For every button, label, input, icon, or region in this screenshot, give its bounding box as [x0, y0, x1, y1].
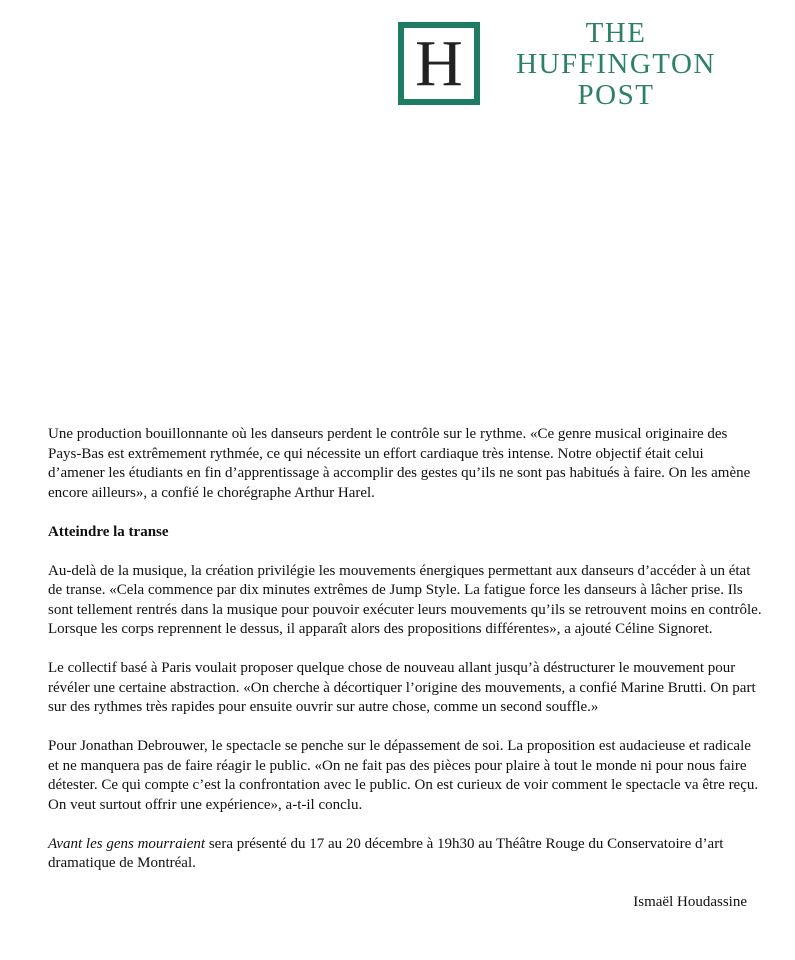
logo-line-post: POST [577, 79, 655, 111]
article-paragraph-1: Une production bouillonnante où les danseurs perdent le contrôle sur le rythme. «Ce genre musical originaire des Pays-Bas est extrêmement rythmée, ce qui nécessite un effort cardiaque très intense. Notre objectif était celui d’amener les étudiants en fin d’apprentissage à accomplir des gestes qu’ils ne sont pas habitués à faire. On les amène encore ailleurs», a confié le chorégraphe Arthur Harel. [48, 426, 751, 501]
article-paragraph-3: Le collectif basé à Paris voulait proposer quelque chose de nouveau allant jusqu’à déstructurer le mouvement pour révéler une certaine abstraction. «On cherche à décortiquer l’origine des mouvements, a confié Marine Brutti. On part sur des rythmes très rapides pour ensuite ouvrir sur autre chose, comme un second souffle.» [48, 660, 756, 715]
article-paragraph-5-text: sera présenté du 17 au 20 décembre à 19h30 au Théâtre Rouge du Conservatoire d’art dramatique de Montréal. [48, 835, 724, 871]
article-paragraph-5 [48, 835, 763, 874]
logo-line-the: THE [585, 17, 647, 49]
huffington-post-logo [398, 17, 743, 114]
article-paragraph-4: Pour Jonathan Debrouwer, le spectacle se penche sur le dépassement de soi. La proposition est audacieuse et radicale et ne manquera pas de faire réagir le public. «On ne fait pas des pièces pour plaire à tout le monde ni pour nous faire détester. Ce qui compte c’est la confrontation avec le public. On est curieux de voir comment le spectacle va être reçu. On veut surtout offrir une expérience», a-t-il conclu. [48, 738, 759, 813]
logo-wordmark [491, 18, 741, 111]
article-subheading: Atteindre la transe [48, 523, 169, 540]
logo-h-letter: H [404, 28, 474, 99]
logo-h-box [398, 22, 480, 105]
logo-line-huffington: HUFFINGTON [516, 48, 716, 80]
show-title: Avant les gens mourraient [48, 835, 206, 852]
article-body [48, 425, 763, 932]
author-signature: Ismaël Houdassine [633, 894, 747, 910]
article-paragraph-2: Au-delà de la musique, la création privilégie les mouvements énergiques permettant aux danseurs d’accéder à un état de transe. «Cela commence par dix minutes extrêmes de Jump Style. La fatigue force les danseurs à lâcher prise. Ils sont tellement rentrés dans la musique pour pouvoir exécuter leurs mouvements qu’ils se retrouvent moins en contrôle. Lorsque les corps reprennent le dessus, il apparaît alors des propositions différentes», a ajouté Céline Signoret. [48, 562, 762, 637]
